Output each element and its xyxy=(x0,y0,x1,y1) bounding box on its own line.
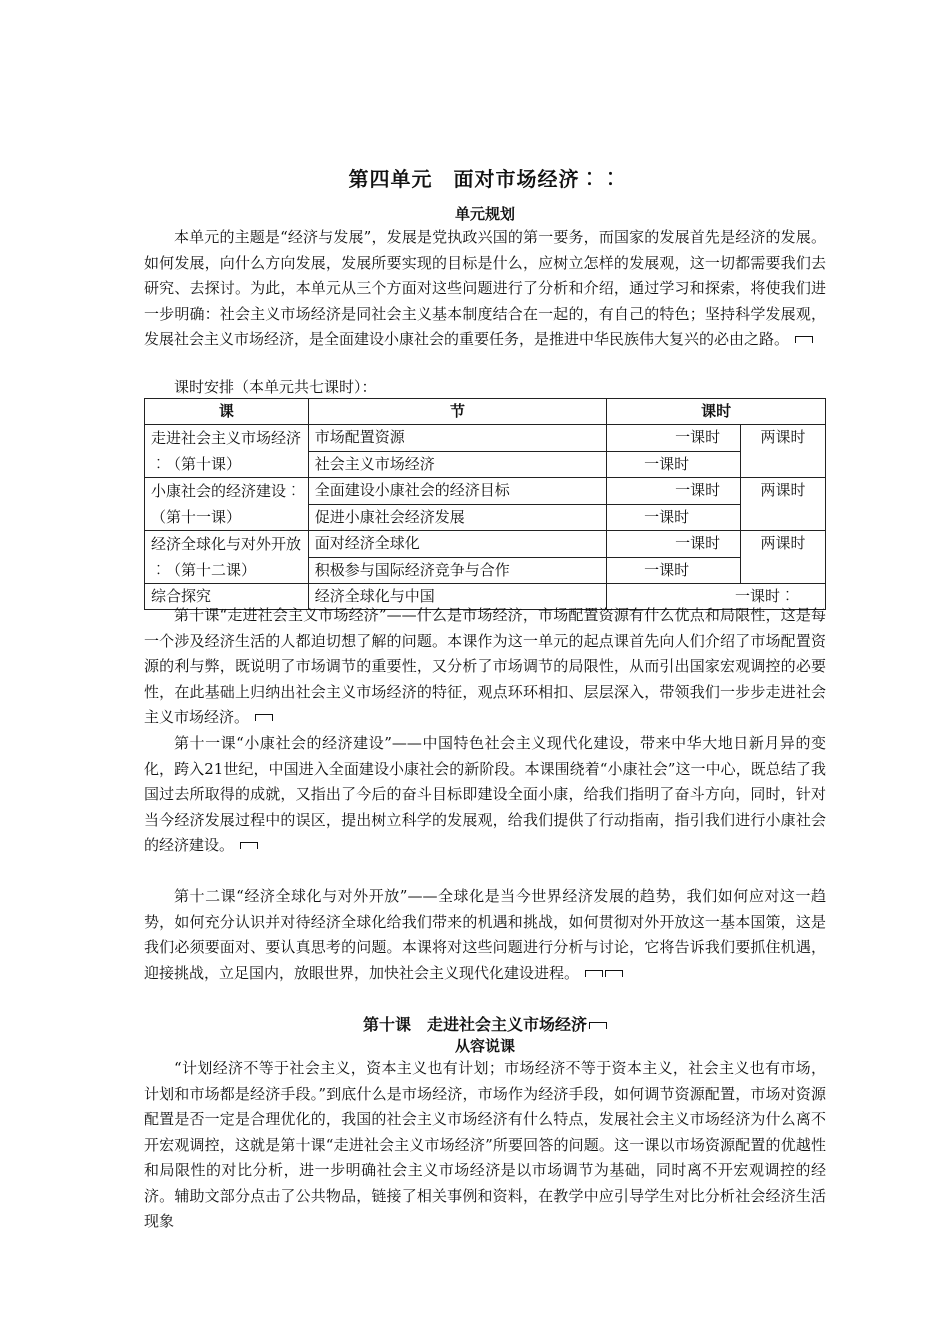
total-hours-cell: 两课时 xyxy=(741,478,826,531)
total-hours-cell: 两课时 xyxy=(741,531,826,584)
section-cell: 促进小康社会经济发展 xyxy=(308,504,606,531)
header-section: 节 xyxy=(308,399,606,425)
lesson10-summary: 第十课“走进社会主义市场经济”——什么是市场经济，市场配置资源有什么优点和局限性，这是每一个涉及经济生活的人都迫切想了解的问题。本课作为这一单元的起点课首先向人们介绍了市场配置资源的利与弊，既说明了市场调节的重要性，又分析了市场调节的局限性，从而引出国家宏观调控的必要性，在此基础上归纳出社会主义市场经济的特征，观点环环相扣、层层深入，带领我们一步步走进社会主义市场经济。 xyxy=(144,606,826,726)
return-mark-icon xyxy=(255,714,273,721)
total-hours-cell: 两课时 xyxy=(741,425,826,478)
hours-cell: 一课时 xyxy=(607,504,741,531)
table-header-row xyxy=(145,399,826,425)
lesson-cell: 经济全球化与对外开放︰（第十二课） xyxy=(145,531,309,584)
section-cell: 经济全球化与中国 xyxy=(308,584,606,610)
schedule-table xyxy=(144,398,826,610)
lesson-cell: 综合探究 xyxy=(145,584,309,610)
header-lesson: 课 xyxy=(145,399,309,425)
section-cell: 面对经济全球化 xyxy=(308,531,606,558)
header-hours: 课时 xyxy=(607,399,826,425)
unit-title: 第四单元 面对市场经济︰︰ xyxy=(348,167,622,191)
section-cell: 市场配置资源 xyxy=(308,425,606,452)
hours-cell: 一课时 xyxy=(607,531,741,558)
section-cell: 全面建设小康社会的经济目标 xyxy=(308,478,606,505)
teaching-paragraph: “计划经济不等于社会主义，资本主义也有计划；市场经济不等于资本主义，社会主义也有市场，计划和市场都是经济手段。”到底什么是市场经济，市场作为经济手段，如何调节资源配置，市场对资源配置是否一定是合理优化的，我国的社会主义市场经济有什么特点，发展社会主义市场经济为什么离不开宏观调控，这就是第十课“走进社会主义市场经济”所要回答的问题。这一课以市场资源配置的优越性和局限性的对比分析，进一步明确社会主义市场经济是以市场调节为基础，同时离不开宏观调控的经济。辅助文部分点击了公共物品，链接了相关事例和资料，在教学中应引导学生对比分析社会经济生活现象 xyxy=(144,1059,826,1230)
lesson-cell: 小康社会的经济建设︰（第十一课） xyxy=(145,478,309,531)
hours-cell: 一课时 xyxy=(607,478,741,505)
hours-cell: 一课时 xyxy=(607,451,741,478)
return-mark-icon xyxy=(795,336,813,343)
hours-cell: 一课时 xyxy=(607,425,741,452)
table-row xyxy=(145,425,826,452)
intro-paragraph: 本单元的主题是“经济与发展”，发展是党执政兴国的第一要务，而国家的发展首先是经济的发展。如何发展，向什么方向发展，发展所要实现的目标是什么，应树立怎样的发展观，这一切都需要我们去研究、去探讨。为此，本单元从三个方面对这些问题进行了分析和介绍，通过学习和探索，将使我们进一步明确：社会主义市场经济是同社会主义基本制度结合在一起的，有自己的特色；坚持科学发展观，发展社会主义市场经济，是全面建设小康社会的重要任务，是推进中华民族伟大复兴的必由之路。 xyxy=(144,228,826,348)
return-mark-icon xyxy=(585,970,603,977)
section-cell: 社会主义市场经济 xyxy=(308,451,606,478)
hours-cell: 一课时︰ xyxy=(607,584,826,610)
lesson12-summary: 第十二课“经济全球化与对外开放”——全球化是当今世界经济发展的趋势，我们如何应对这一趋势，如何充分认识并对待经济全球化给我们带来的机遇和挑战，如何贯彻对外开放这一基本国策，这是我们必须要面对、要认真思考的问题。本课将对这些问题进行分析与讨论，它将告诉我们要抓住机遇，迎接挑战，立足国内，放眼世界，加快社会主义现代化建设进程。 xyxy=(144,887,826,982)
section-heading-plan: 单元规划 xyxy=(454,205,515,223)
section-heading-teach: 从容说课 xyxy=(454,1037,515,1055)
schedule-note: 课时安排（本单元共七课时）： xyxy=(174,378,377,396)
lesson-cell: 走进社会主义市场经济︰（第十课） xyxy=(145,425,309,478)
return-mark-icon xyxy=(605,970,623,977)
return-mark-icon xyxy=(240,842,258,849)
return-mark-icon xyxy=(589,1022,607,1029)
hours-cell: 一课时 xyxy=(607,557,741,584)
section-cell: 积极参与国际经济竞争与合作 xyxy=(308,557,606,584)
lesson10-title: 第十课 走进社会主义市场经济 xyxy=(144,1012,826,1035)
table-row xyxy=(145,531,826,558)
lesson11-summary: 第十一课“小康社会的经济建设”——中国特色社会主义现代化建设，带来中华大地日新月异的变化，跨入21世纪，中国进入全面建设小康社会的新阶段。本课围绕着“小康社会”这一中心，既总结了我国过去所取得的成就，又指出了今后的奋斗目标即建设全面小康，给我们指明了奋斗方向，同时，针对当今经济发展过程中的误区，提出树立科学的发展观，给我们提供了行动指南，指引我们进行小康社会的经济建设。 xyxy=(144,734,826,854)
table-row xyxy=(145,478,826,505)
